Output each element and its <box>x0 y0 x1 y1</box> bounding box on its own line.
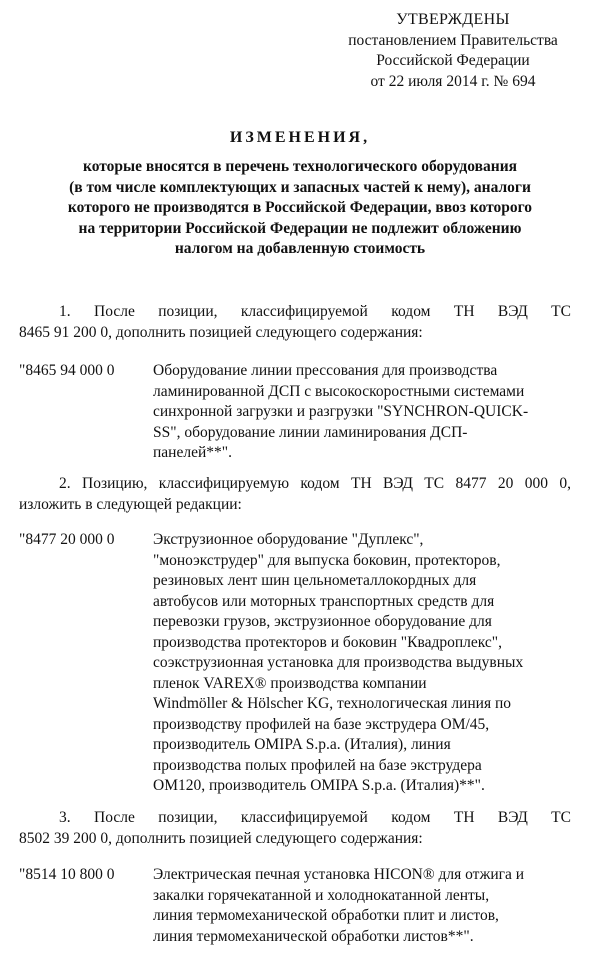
approval-line: от 22 июля 2014 г. № 694 <box>370 72 536 90</box>
paragraph-line: 3. После позиции, классифицируемой кодом ТН ВЭД ТС <box>59 809 571 826</box>
item-2-description <box>153 530 573 797</box>
description-line: производитель OMIPA S.p.a. (Италия), линия <box>153 736 451 753</box>
subtitle-line: которого не производятся в Российской Федерации, ввоз которого <box>67 199 533 216</box>
paragraph-line: изложить в следующей редакции: <box>19 495 242 513</box>
description-line: Экструзионное оборудование "Дуплекс", <box>153 531 424 548</box>
item-3-description <box>153 865 573 947</box>
description-line: производства полых профилей на базе экструдера <box>153 756 482 774</box>
document-heading: ИЗМЕНЕНИЯ, <box>229 129 371 146</box>
description-line: "моноэкструдер" для выпуска боковин, протекторов, <box>153 551 501 569</box>
paragraph-line: 1. После позиции, классифицируемой кодом ТН ВЭД ТС <box>59 303 571 320</box>
item-1-description <box>153 361 573 464</box>
description-line: производству профилей на базе экструдера OM/45, <box>153 715 490 733</box>
description-line: линия термомеханической обработки листов**". <box>153 927 474 945</box>
item-1-paragraph <box>19 302 571 343</box>
subtitle-line: (в том числе комплектующих и запасных частей к нему), аналоги <box>69 178 531 196</box>
description-line: автобусов или моторных транспортных средств для <box>153 592 495 610</box>
approval-line: постановлением Правительства <box>348 31 558 49</box>
paragraph-line: 8502 39 200 0, дополнить позицией следующего содержания: <box>19 829 423 847</box>
description-line: соэкструзионная установка для производства выдувных <box>153 654 524 671</box>
item-2-paragraph <box>19 474 571 515</box>
description-line: производства протекторов и боковин "Квадроплекс", <box>153 633 502 651</box>
description-line: панелей**". <box>153 444 232 461</box>
description-line: линия термомеханической обработки плит и листов, <box>153 907 499 924</box>
subtitle-line: на территории Российской Федерации не подлежит обложению <box>78 219 522 237</box>
approval-title: УТВЕРЖДЕНЫ <box>396 11 510 28</box>
description-line: перевозки грузов, экструзионное оборудование для <box>153 613 492 630</box>
description-line: синхронной загрузки и разгрузки "SYNCHRON-QUICK- <box>153 403 529 420</box>
description-line: резиновых лент шин цельнометаллокордных для <box>153 572 477 589</box>
document-subtitle <box>20 157 580 260</box>
item-3-code: "8514 10 800 0 <box>19 866 115 883</box>
description-line: OM120, производитель OMIPA S.p.a. (Италия)**". <box>153 777 485 794</box>
item-1-code: "8465 94 000 0 <box>19 362 115 379</box>
paragraph-line: 2. Позицию, классифицируемую кодом ТН ВЭД ТС 8477 20 000 0, <box>59 475 571 492</box>
paragraph-line: 8465 91 200 0, дополнить позицией следующего содержания: <box>19 323 423 341</box>
description-line: SS", оборудование линии ламинирования ДСП- <box>153 423 468 441</box>
description-line: закалки горячекатанной и холоднокатанной ленты, <box>153 886 490 904</box>
subtitle-line: которые вносятся в перечень технологического оборудования <box>82 158 518 175</box>
description-line: Электрическая печная установка HICON® для отжига и <box>153 866 525 883</box>
description-line: Оборудование линии прессования для производства <box>153 362 498 379</box>
approval-block <box>318 10 588 92</box>
description-line: пленок VAREX® производства компании <box>153 674 427 692</box>
item-2-code: "8477 20 000 0 <box>19 531 115 548</box>
description-line: Windmöller & Hölscher KG, технологическая линия по <box>153 695 512 712</box>
subtitle-line: налогом на добавленную стоимость <box>174 240 426 257</box>
description-line: ламинированной ДСП с высокоскоростными системами <box>153 382 525 400</box>
item-3-paragraph <box>19 808 571 849</box>
approval-line: Российской Федерации <box>376 52 530 69</box>
